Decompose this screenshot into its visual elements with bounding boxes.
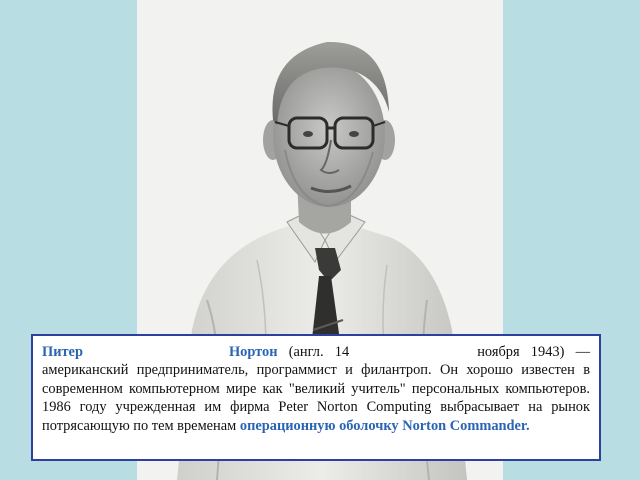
lang-note: (англ. 14 <box>288 344 350 360</box>
caption-text <box>42 343 590 435</box>
caption-box <box>31 334 601 461</box>
norton-commander-phrase: операционную оболочку Norton Commander. <box>239 417 530 434</box>
first-name: Питер <box>42 344 83 360</box>
date-rest: ноября 1943) — <box>477 344 590 360</box>
last-name: Нортон <box>228 344 278 360</box>
caption-body: американский предприниматель, программист и филантроп. Он хорошо известен в современном компьютерном мире как "великий учитель" персональных компьютеров. 1986 году учрежденная им фирма Peter Norton Computing выбрасывает на рынок потрясающую по тем временам <box>42 362 590 434</box>
